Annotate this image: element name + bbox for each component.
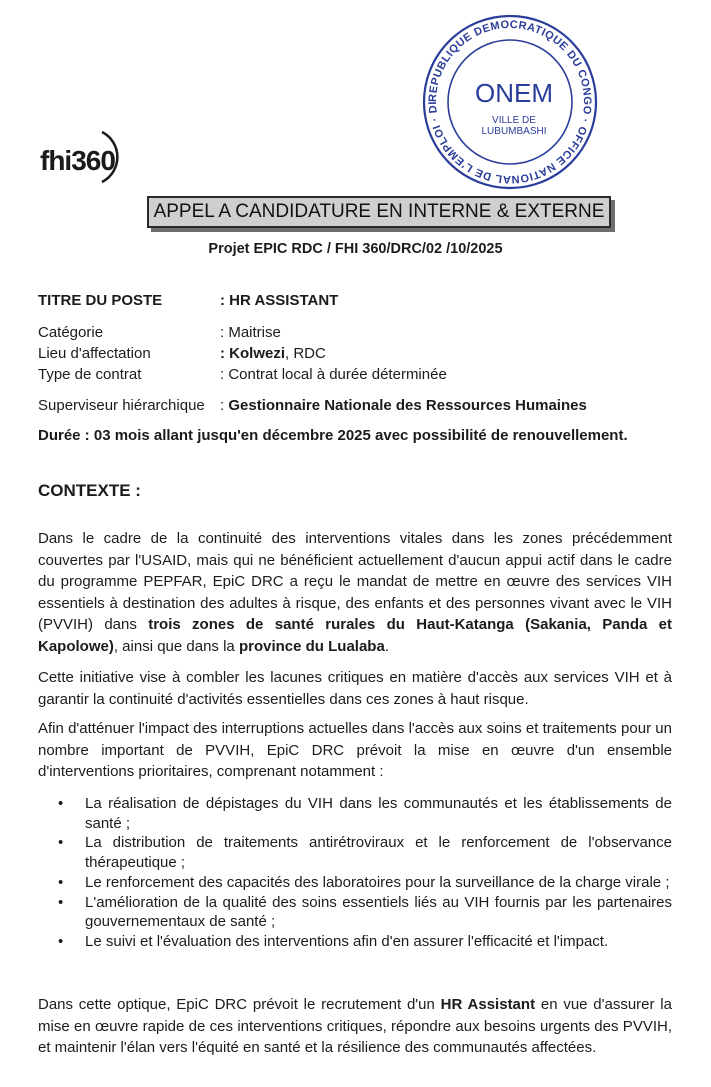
paragraph-3: Afin d'atténuer l'impact des interruptions actuelles dans l'accès aux soins et traitements pour un nombre important de PVVIH, EpiC DRC prévoit la mise en œuvre d'un ensemble d'interventions prioritaires, comprenant notamment :	[38, 720, 672, 780]
stamp-city-line1: VILLE DE	[492, 115, 536, 126]
bullet-icon: •	[58, 834, 64, 852]
list-item-text: La réalisation de dépistages du VIH dans les communautés et les établissements de santé ;	[85, 795, 672, 832]
lieu-city: Kolwezi	[229, 345, 286, 362]
title-banner: APPEL A CANDIDATURE EN INTERNE & EXTERNE	[147, 196, 611, 228]
p4-text-c: en vue d'assurer la mise en œuvre rapide de ces interventions critiques, répondre aux besoins urgents des PVVIH, et maintenir l'élan vers l'équité en santé et la résilience des communautés affectées.	[38, 996, 672, 1056]
lieu-rest: , RDC	[285, 345, 326, 362]
stamp-brand: ONEM	[475, 78, 553, 108]
superviseur-prefix: :	[220, 397, 229, 414]
lieu-prefix: :	[220, 345, 230, 362]
logo-text: fhi360	[40, 145, 115, 176]
list-item	[58, 794, 672, 833]
list-item-text: L'amélioration de la qualité des soins essentiels liés au VIH fournis par les partenaires gouvernementaux de santé ;	[85, 893, 672, 931]
categorie-value: : Maitrise	[220, 324, 281, 341]
p1-bold-province: province du Lualaba	[238, 637, 385, 655]
paragraph-4	[38, 994, 672, 1059]
intervention-list	[58, 794, 672, 952]
bullet-icon: •	[58, 873, 64, 891]
lieu-value	[220, 344, 326, 363]
list-item-text: Le renforcement des capacités des laboratoires pour la surveillance de la charge virale ;	[85, 873, 670, 891]
titre-value: : HR ASSISTANT	[220, 292, 339, 309]
list-item	[58, 833, 672, 872]
stamp-ring-text: REPUBLIQUE DEMOCRATIQUE DU CONGO · OFFICE NATIONAL DE L'EMPLOI · DI	[426, 18, 594, 186]
p4-bold-role: HR Assistant	[440, 996, 536, 1013]
list-item	[58, 873, 672, 893]
superviseur-name: Gestionnaire Nationale des Ressources Humaines	[228, 397, 587, 414]
fhi360-logo	[36, 120, 136, 190]
list-item-text: Le suivi et l'évaluation des interventions afin d'en assurer l'efficacité et l'impact.	[85, 932, 609, 950]
stamp-city-line2: LUBUMBASHI	[481, 126, 547, 137]
paragraph-2: Cette initiative vise à combler les lacunes critiques en matière d'accès aux services VIH et à garantir la continuité d'activités essentielles dans ces zones à haut risque.	[38, 669, 672, 708]
categorie-label: Catégorie	[38, 324, 104, 341]
bullet-icon: •	[58, 893, 64, 911]
bullet-icon: •	[58, 932, 64, 950]
p1-text-e: .	[384, 637, 389, 655]
list-item-text: La distribution de traitements antirétroviraux et le renforcement de l'observance thérapeutique ;	[85, 834, 672, 872]
lieu-label: Lieu d'affectation	[38, 345, 151, 362]
project-reference: Projet EPIC RDC / FHI 360/DRC/02 /10/2025	[208, 241, 503, 257]
contrat-label: Type de contrat	[38, 366, 142, 383]
paragraph-1	[38, 528, 672, 657]
duree: Durée : 03 mois allant jusqu'en décembre 2025 avec possibilité de renouvellement.	[38, 427, 628, 444]
list-item	[58, 893, 672, 932]
superviseur-label: Superviseur hiérarchique	[38, 397, 205, 414]
p1-text-c: , ainsi que dans la	[113, 637, 239, 655]
p1-text-a: Dans le cadre de la continuité des interventions vitales dans les zones précédemment couvertes par l'USAID, mais qui ne bénéficient actuellement d'aucun appui actif dans le cadre du programme PEPFAR, EpiC DRC a reçu le mandat de mettre en œuvre des services VIH essentiels à destination des adultes à risque, des enfants et des personnes vivant avec le VIH (PVVIH) dans	[38, 530, 672, 633]
titre-label: TITRE DU POSTE	[38, 292, 163, 309]
onem-stamp	[415, 12, 605, 192]
p4-text-a: Dans cette optique, EpiC DRC prévoit le recrutement d'un	[38, 996, 441, 1013]
superviseur-value	[220, 396, 587, 415]
contexte-heading: CONTEXTE :	[38, 481, 141, 500]
list-item	[58, 932, 672, 952]
p1-bold-zones: trois zones de santé rurales du Haut-Katanga (Sakania, Panda et Kapolowe)	[38, 616, 672, 655]
contrat-value: : Contrat local à durée déterminée	[220, 366, 447, 383]
bullet-icon: •	[58, 795, 64, 812]
